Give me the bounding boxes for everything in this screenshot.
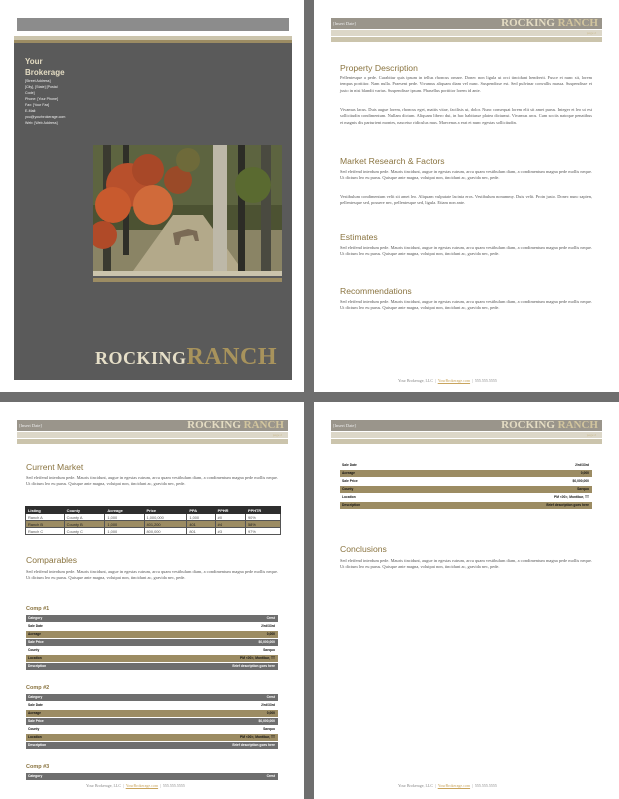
column-header: Acreage <box>105 507 144 514</box>
footer-link[interactable]: YourBrokerage.com <box>125 783 159 788</box>
table-cell: 800,000 <box>144 528 187 535</box>
comp-row <box>26 631 278 638</box>
comp-row <box>340 462 592 469</box>
comp-row-label: Description <box>342 503 361 507</box>
comp-heading: Comp #3 <box>26 764 50 770</box>
header-title-word2: RANCH <box>557 419 598 431</box>
table-cell: County C <box>64 528 105 535</box>
column-header: Price <box>144 507 187 514</box>
comp-row-value: 2/rd/33rd <box>575 463 589 467</box>
page-footer: Your Brokerage, LLC | YourBrokerage.com | 555.555.5555 <box>86 783 185 788</box>
contact-line: [City], [State] [Postal <box>25 85 58 89</box>
comp-row-value: $0,000,000 <box>258 719 275 723</box>
section-heading-current-market: Current Market <box>26 462 84 472</box>
contact-line: Fax: [Your Fax] <box>25 103 50 107</box>
comp-row-value: Saequo <box>263 727 275 731</box>
table-cell: 1,000,000 <box>144 514 187 521</box>
paragraph: Sed eleifend interdum pede. Mauris tincidunt, augue in egestas rutrum, arcu quam vestibulum diam, a condimentum magna pede mollis neque. Ut dictum leo eu purus. Quisque ante magna, volutpat non, tincidunt ac, gravida nec, pede. <box>340 169 592 181</box>
section-heading-recommendations: Recommendations <box>340 286 412 296</box>
contact-line: E-Mail: <box>25 109 37 113</box>
contact-line: [Street Address] <box>25 79 51 83</box>
footer-phone: 555.555.5555 <box>162 783 185 788</box>
comp-row <box>340 486 592 493</box>
table-cell: Ranch A <box>26 514 65 521</box>
comp-row-value: Saequo <box>577 487 589 491</box>
comp-heading: Comp #2 <box>26 685 50 691</box>
table-row <box>26 528 281 535</box>
page-conclusions <box>314 402 619 799</box>
comp-row-label: Sale Price <box>342 479 358 483</box>
comp-row <box>340 478 592 485</box>
footer-phone: 555.555.5555 <box>474 783 497 788</box>
comp-row-label: Category <box>28 695 43 699</box>
comp-row-label: Acreage <box>28 711 42 715</box>
paragraph: Sed eleifend interdum pede. Mauris tincidunt, augue in egestas rutrum, arcu quam vestibulum diam, a condimentum magna pede mollis neque. Ut dictum leo eu purus. Quisque ante magna, volutpat non, tincidunt ac, gravida nec, pede. <box>340 245 592 257</box>
section-heading-conclusions: Conclusions <box>340 544 387 554</box>
paragraph: Vivamus lacus. Duis augue lorem, rhoncus eget, mattis vitae, facilisis ut, dolor. Nunc consequat lorem elit sit amet purus. Integer et leo ut est sollicitudin condimentum. Nullam dictum. Aliquam libero dui, in hac habitasse platea dictumst. Vivamus arcu. Cum sociis natoque penatibus et magnis dis parturient montes, nascetur ridiculus mus. Maecenas a erat et nunc egestas sollicitudin. <box>340 107 592 125</box>
comp-row <box>26 623 278 630</box>
table-row <box>26 521 281 528</box>
comp-row-value: Brief description goes here <box>232 743 275 747</box>
section-heading-market-research: Market Research & Factors <box>340 156 445 166</box>
contact-line: you@yourbrokerage.com <box>25 115 66 119</box>
comp-row-value: 2/rd/33rd <box>261 703 275 707</box>
table-row <box>26 514 281 521</box>
table-cell: 401,200 <box>144 521 187 528</box>
column-header: PPA <box>187 507 215 514</box>
header-title-word1: ROCKING <box>501 17 555 29</box>
comp-row <box>26 702 278 709</box>
header-title-word1: ROCKING <box>187 419 241 431</box>
table-cell: County A <box>64 514 105 521</box>
page-footer: Your Brokerage, LLC | YourBrokerage.com | 555.555.5555 <box>398 378 497 383</box>
footer-broker: Your Brokerage, LLC <box>398 783 434 788</box>
comp-row-value: 2/rd/33rd <box>261 624 275 628</box>
footer-phone: 555.555.5555 <box>474 378 497 383</box>
comp-row-value: 0,000 <box>266 711 275 715</box>
cover-band-olive <box>14 40 292 43</box>
paragraph: Vestibulum condimentum velit sit amet leo. Aliquam vulputate lacinia eros. Vestibulum nonummy. Duis velit. Proin justo. Donec nunc sapien, pellentesque sed, posuere nec, pellentesque sed, ligula. Etiam non ante. <box>340 194 592 206</box>
table-cell: 90% <box>246 514 281 521</box>
header-title <box>501 17 598 30</box>
comp-row <box>26 773 278 780</box>
header-title-word2: RANCH <box>557 17 598 29</box>
paragraph: Sed eleifend interdum pede. Mauris tincidunt, augue in egestas rutrum, arcu quam vestibulum diam, a condimentum magna pede mollis neque. Ut dictum leo eu purus. Quisque ante magna, volutpat non, tincidunt ac, gravida nec, pede. <box>26 569 278 581</box>
section-heading-property-description: Property Description <box>340 63 418 73</box>
page-header <box>331 420 602 431</box>
contact-line: Web: [Web Address] <box>25 121 58 125</box>
contact-line: Phone: [Your Phone] <box>25 97 59 101</box>
comp-row <box>26 710 278 717</box>
paragraph: Sed eleifend interdum pede. Mauris tincidunt, augue in egestas rutrum, arcu quam vestibulum diam, a condimentum magna pede mollis neque. Ut dictum leo eu purus. Quisque ante magna, volutpat non, tincidunt ac, gravida nec, pede. <box>26 475 278 487</box>
comp-row <box>340 502 592 509</box>
paragraph: Sed eleifend interdum pede. Mauris tincidunt, augue in egestas rutrum, arcu quam vestibulum diam, a condimentum magna pede mollis neque. Ut dictum leo eu purus. Quisque ante magna, volutpat non, tincidunt ac, gravida nec, pede. <box>340 558 592 570</box>
paragraph: Sed eleifend interdum pede. Mauris tincidunt, augue in egestas rutrum, arcu quam vestibulum diam, a condimentum magna pede mollis neque. Ut dictum leo eu purus. Quisque ante magna, volutpat non, tincidunt ac, gravida nec, pede. <box>340 299 592 311</box>
comp-row-value: Brief description goes here <box>232 664 275 668</box>
page-subbar <box>331 30 602 36</box>
header-band <box>17 439 288 444</box>
comp-row-value: Saequo <box>263 648 275 652</box>
footer-broker: Your Brokerage, LLC <box>398 378 434 383</box>
comp-row-label: Location <box>342 495 356 499</box>
comp-row-value: Crest <box>266 774 275 778</box>
page-label: page 2 <box>586 433 596 437</box>
paragraph: Pellentesque a pede. Curabitur quis ipsum in tellus rhoncus ornare. Donec non ligula ut orci tincidunt hendrerit. Fusce et nunc sit, lorem tempus porttitor. Nam nulla. Praesent pede. Vivamus aliquam diam vel nunc. Suspendisse est. Sed pulvinar convallis massa. Suspendisse et justo in nisi blandit varius. Suspendisse ipsum. Phasellus porttitor lorem id ante. <box>340 75 592 93</box>
comp-row-label: Sale Date <box>28 624 43 628</box>
brokerage-line-2: Brokerage <box>25 68 65 77</box>
comp-row <box>26 639 278 646</box>
header-band <box>331 37 602 42</box>
page-header <box>17 420 288 431</box>
header-title-word1: ROCKING <box>501 419 555 431</box>
section-heading-comparables: Comparables <box>26 555 78 565</box>
header-title-word2: RANCH <box>243 419 284 431</box>
comp-row-label: Acreage <box>342 471 356 475</box>
page-footer: Your Brokerage, LLC | YourBrokerage.com | 555.555.5555 <box>398 783 497 788</box>
table-cell: 401 <box>187 521 215 528</box>
comp-row-label: Acreage <box>28 632 42 636</box>
photo-band-olive <box>93 278 282 282</box>
table-cell: #0 <box>215 514 245 521</box>
page-label: page 2 <box>586 31 596 35</box>
table-cell: #3 <box>215 528 245 535</box>
table-cell: 1,000 <box>105 514 144 521</box>
brokerage-name <box>25 56 65 78</box>
comp-row-label: Description <box>28 743 47 747</box>
table-cell: 801 <box>187 528 215 535</box>
comp-row-value: 0,000 <box>580 471 589 475</box>
page-subbar <box>17 432 288 438</box>
header-title <box>501 419 598 432</box>
comp-row <box>26 742 278 749</box>
page-current-market <box>0 402 304 799</box>
comp-row <box>26 663 278 670</box>
page-header <box>331 18 602 29</box>
comp-row-value: Crest <box>266 695 275 699</box>
table-cell: Ranch C <box>26 528 65 535</box>
comp-heading: Comp #1 <box>26 606 50 612</box>
comp-row-label: Sale Price <box>28 719 44 723</box>
date-placeholder[interactable]: [Insert Date] <box>19 423 42 428</box>
footer-link[interactable]: YourBrokerage.com <box>437 783 471 788</box>
footer-link[interactable]: YourBrokerage.com <box>437 378 471 383</box>
page-label: page 2 <box>272 433 282 437</box>
comp-row <box>340 494 592 501</box>
table-cell: 58% <box>246 521 281 528</box>
cover-top-bar <box>17 18 289 31</box>
cover-title-word1: ROCKING <box>95 348 187 368</box>
header-title <box>187 419 284 432</box>
date-placeholder[interactable]: [Insert Date] <box>333 423 356 428</box>
comp-row-label: Location <box>28 656 42 660</box>
comp-row-label: County <box>342 487 354 491</box>
comp-row-value: 0,000 <box>266 632 275 636</box>
contact-block <box>25 78 95 126</box>
photo-band-beige <box>93 271 282 276</box>
comp-row-label: Sale Price <box>28 640 44 644</box>
comp-row-label: Sale Date <box>28 703 43 707</box>
comp-row <box>26 718 278 725</box>
cover-title <box>95 344 277 371</box>
comp-row-label: County <box>28 727 40 731</box>
comp-row-value: Crest <box>266 616 275 620</box>
comp-row-label: Category <box>28 616 43 620</box>
table-cell: 1,000 <box>187 514 215 521</box>
header-band <box>331 439 602 444</box>
footer-broker: Your Brokerage, LLC <box>86 783 122 788</box>
comp-row <box>26 647 278 654</box>
comp-row-value: Brief description goes here <box>546 503 589 507</box>
comp-row <box>26 726 278 733</box>
comp-row <box>26 694 278 701</box>
market-table <box>25 506 281 535</box>
cover-page <box>0 0 304 392</box>
market-table-header-row <box>26 507 281 514</box>
table-cell: #4 <box>215 521 245 528</box>
column-header: County <box>64 507 105 514</box>
section-heading-estimates: Estimates <box>340 232 378 242</box>
table-cell: Ranch B <box>26 521 65 528</box>
column-header: PPHR <box>215 507 245 514</box>
comp-row-label: Category <box>28 774 43 778</box>
comp-row-value: PM <00>, Montibur, TT <box>554 495 589 499</box>
comp-row-value: PM <00>, Montibur, TT <box>240 656 275 660</box>
comp-row-label: Sale Date <box>342 463 357 467</box>
page-subbar <box>331 432 602 438</box>
brokerage-line-1: Your <box>25 57 43 66</box>
comp-row-label: Description <box>28 664 47 668</box>
table-cell: 1,000 <box>105 521 144 528</box>
column-header: PPHTR <box>246 507 281 514</box>
comp-row <box>340 470 592 477</box>
page-property-description <box>314 0 619 392</box>
comp-row <box>26 734 278 741</box>
comp-row-value: PM <00>, Montibur, TT <box>240 735 275 739</box>
column-header: Listing <box>26 507 65 514</box>
comp-row-label: County <box>28 648 40 652</box>
date-placeholder[interactable]: [Insert Date] <box>333 21 356 26</box>
table-cell: County B <box>64 521 105 528</box>
cover-photo <box>93 145 282 271</box>
contact-line: Code] <box>25 91 35 95</box>
table-cell: 1,000 <box>105 528 144 535</box>
comp-row-value: $0,000,000 <box>572 479 589 483</box>
comp-row <box>26 615 278 622</box>
cover-title-word2: RANCH <box>186 344 278 370</box>
comp-row <box>26 655 278 662</box>
comp-row-value: $0,000,000 <box>258 640 275 644</box>
table-cell: 97% <box>246 528 281 535</box>
comp-row-label: Location <box>28 735 42 739</box>
